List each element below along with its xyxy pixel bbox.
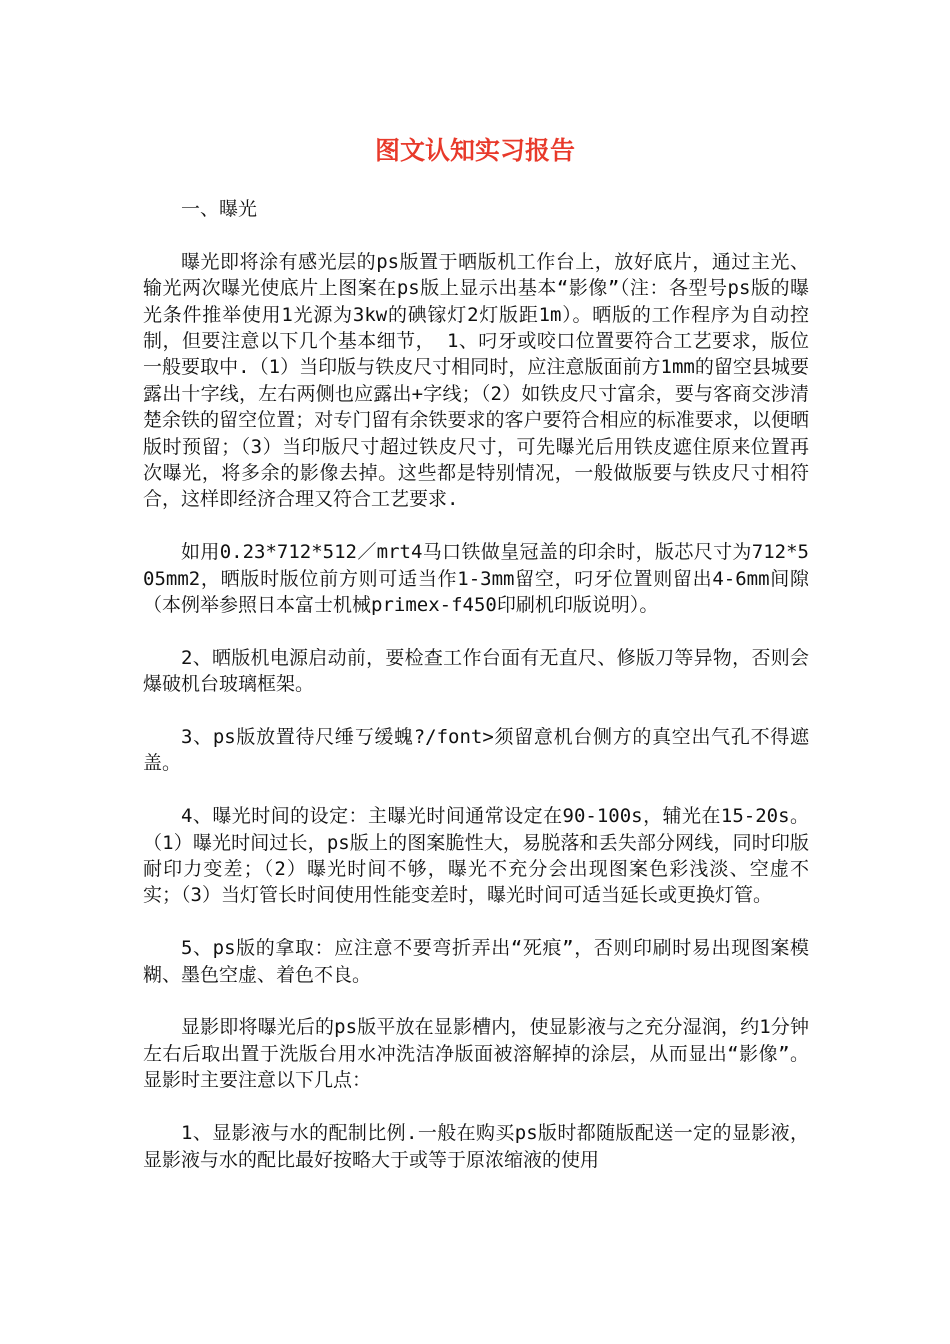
- document-body: [143, 196, 809, 1199]
- paragraph: 4、曝光时间的设定：主曝光时间通常设定在90-100s，辅光在15-20s。（1）曝光时间过长，ps版上的图案脆性大，易脱落和丢失部分网线，同时印版耐印力变差；（2）曝光时间不够，曝光不充分会出现图案色彩浅淡、空虚不实；（3）当灯管长时间使用性能变差时，曝光时间可适当延长或更换灯管。: [143, 805, 809, 907]
- section-heading-exposure: 一、曝光: [181, 198, 258, 220]
- paragraph: 如用0.23*712*512／mrt4马口铁做皇冠盖的印余时，版芯尺寸为712*505mm2，晒版时版位前方则可适当作1-3mm留空，叼牙位置则留出4-6mm间隙（本例举参照日本富士机械primex-f450印刷机印版说明）。: [143, 541, 809, 617]
- paragraph: 5、ps版的拿取：应注意不要弯折弄出“死痕”，否则印刷时易出现图案模糊、墨色空虚、着色不良。: [143, 937, 809, 986]
- paragraph: 3、ps版放置待尺缍丂缓螝?/font>须留意机台侧方的真空出气孔不得遮盖。: [143, 726, 809, 775]
- paragraph: 1、显影液与水的配制比例.一般在购买ps版时都随版配送一定的显影液，显影液与水的配比最好按略大于或等于原浓缩液的使用: [143, 1122, 809, 1171]
- document-title: 图文认知实习报告: [374, 136, 575, 165]
- paragraph: 2、晒版机电源启动前，要检查工作台面有无直尺、修版刀等异物，否则会爆破机台玻璃框架。: [143, 646, 809, 696]
- paragraph: 显影即将曝光后的ps版平放在显影槽内，使显影液与之充分湿润，约1分钟左右后取出置于洗版台用水冲洗洁净版面被溶解掉的涂层，从而显出“影像”。显影时主要注意以下几点：: [143, 1016, 809, 1092]
- paragraph: 曝光即将涂有感光层的ps版置于晒版机工作台上，放好底片，通过主光、输光两次曝光使底片上图案在ps版上显示出基本“影像”（注：各型号ps版的曝光条件推举使用1光源为3kw的碘镓灯2灯版距1m）。晒版的工作程序为自动控制，但要注意以下几个基本细节， 1、叼牙或咬口位置要符合工艺要求，版位一般要取中.（1）当印版与铁皮尺寸相同时，应注意版面前方1mm的留空县城要露出十字线，左右两侧也应露出+字线；（2）如铁皮尺寸富余，要与客商交涉清楚余铁的留空位置；对专门留有余铁要求的客户要符合相应的标准要求，以便晒版时预留；（3）当印版尺寸超过铁皮尺寸，可先曝光后用铁皮遮住原来位置再次曝光，将多余的影像去掉。这些都是特别情况，一般做版要与铁皮尺寸相符合，这样即经济合理又符合工艺要求.: [143, 250, 809, 511]
